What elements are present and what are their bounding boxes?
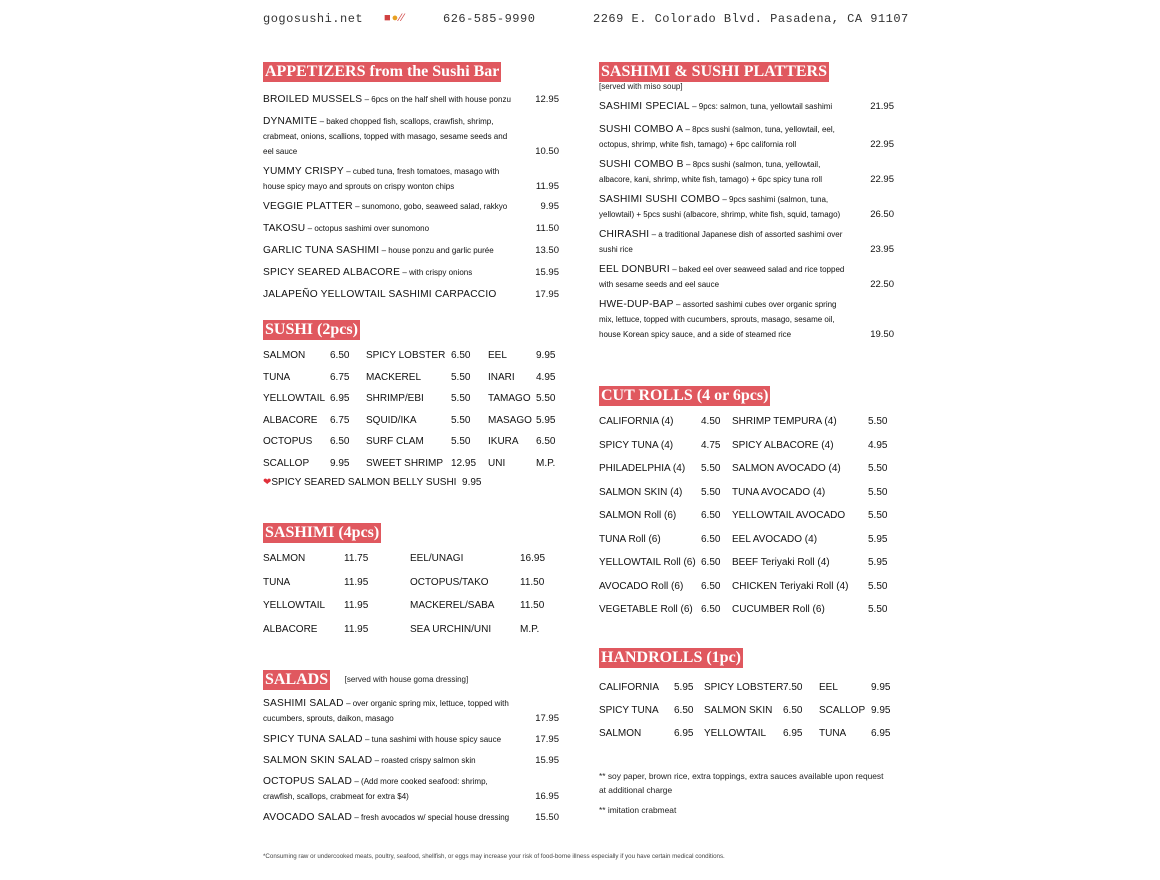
cutroll-name: YELLOWTAIL AVOCADO <box>732 510 846 521</box>
menu-item <box>263 92 559 107</box>
handroll-name: TUNA <box>819 728 847 739</box>
sushi-name: SQUID/IKA <box>366 414 417 426</box>
item-name: VEGGIE PLATTER <box>263 201 353 212</box>
handroll-name: YELLOWTAIL <box>704 728 767 739</box>
item-name: OCTOPUS SALAD <box>263 776 353 787</box>
handroll-price: 6.95 <box>674 728 694 739</box>
platters-title: SASHIMI & SUSHI PLATTERS <box>601 63 827 80</box>
item-description: – cubed tuna, fresh tomatoes, masago with house spicy mayo and sprouts on crispy wonton chips <box>263 167 500 191</box>
item-price: 26.50 <box>870 209 894 220</box>
sushi-name: INARI <box>488 371 515 383</box>
cutroll-name: BEEF Teriyaki Roll (4) <box>732 557 830 568</box>
item-description: – tuna sashimi with house spicy sauce <box>364 735 502 744</box>
platters-note: [served with miso soup] <box>599 82 683 91</box>
special-sushi <box>263 477 559 488</box>
notes <box>599 769 894 817</box>
menu-item <box>263 810 559 825</box>
item-description: – 9pcs: salmon, tuna, yellowtail sashimi <box>692 102 833 111</box>
item-name: SASHIMI SUSHI COMBO <box>599 194 720 205</box>
sushi-name: SURF CLAM <box>366 436 424 448</box>
menu-item <box>263 287 559 302</box>
handroll-price: 5.95 <box>674 682 694 693</box>
sushi-price: 5.50 <box>451 371 471 383</box>
sashimi-name: YELLOWTAIL <box>263 600 326 611</box>
cutroll-price: 5.95 <box>868 533 888 545</box>
item-description: – 8pcs sushi (salmon, tuna, yellowtail, albacore, kani, shrimp, white fish, tamago) + 6pc spicy tuna roll <box>599 160 822 184</box>
sushi-price: 6.95 <box>330 393 350 405</box>
sashimi-price: 11.75 <box>344 553 369 564</box>
sashimi-section <box>263 523 559 637</box>
item-price: 10.50 <box>535 146 559 157</box>
item-name: SASHIMI SALAD <box>263 698 344 709</box>
cutroll-name: TUNA Roll (6) <box>599 533 661 545</box>
menu-item <box>599 227 894 257</box>
item-description: – roasted crispy salmon skin <box>374 756 476 765</box>
cutroll-price: 5.50 <box>701 463 721 474</box>
item-description: – fresh avocados w/ special house dressing <box>354 813 510 822</box>
sushi-price: 5.50 <box>451 436 471 448</box>
special-sushi-name: SPICY SEARED SALMON BELLY SUSHI <box>271 476 457 488</box>
sushi-name: TUNA <box>263 371 291 383</box>
item-price: 17.95 <box>535 734 559 745</box>
cutrolls-title: CUT ROLLS (4 or 6pcs) <box>601 387 769 404</box>
handroll-price: 9.95 <box>871 682 891 693</box>
sushi-name: ALBACORE <box>263 414 318 426</box>
phone-number: 626-585-9990 <box>443 12 536 26</box>
item-name: JALAPEÑO YELLOWTAIL SASHIMI CARPACCIO <box>263 289 497 300</box>
cutroll-name: SPICY ALBACORE (4) <box>732 439 834 451</box>
item-price: 11.95 <box>535 181 559 192</box>
handroll-price: 6.95 <box>871 728 891 739</box>
sushi-price: 5.50 <box>536 393 556 405</box>
item-price: 17.95 <box>535 713 559 724</box>
sashimi-name: OCTOPUS/TAKO <box>410 576 489 588</box>
item-name: TAKOSU <box>263 223 306 234</box>
menu-item <box>599 262 894 292</box>
salads-note: [served with house goma dressing] <box>344 675 469 685</box>
item-description: – (Add more cooked seafood: shrimp, crawfish, scallops, crabmeat for extra $4) <box>263 777 488 801</box>
sashimi-name: TUNA <box>263 576 291 588</box>
sushi-name: MASAGO <box>488 414 532 426</box>
menu-item <box>263 114 559 159</box>
handroll-price: 7.50 <box>783 682 803 693</box>
handroll-name: SPICY LOBSTER <box>704 682 783 693</box>
sushi-name: SHRIMP/EBI <box>366 393 424 405</box>
cutroll-price: 5.95 <box>868 557 888 568</box>
item-price: 13.50 <box>535 245 559 256</box>
cutroll-name: EEL AVOCADO (4) <box>732 533 818 545</box>
item-price: 22.50 <box>870 279 894 290</box>
appetizers-section <box>263 62 559 302</box>
sushi-price: 5.50 <box>451 393 471 405</box>
item-name: SUSHI COMBO A <box>599 124 684 135</box>
sashimi-price: 11.95 <box>344 576 369 588</box>
sushi-price: 6.50 <box>330 436 350 448</box>
menu-item <box>263 753 559 768</box>
cutroll-name: CHICKEN Teriyaki Roll (4) <box>732 580 849 592</box>
sushi-name: MACKEREL <box>366 371 422 383</box>
menu-item <box>599 122 894 152</box>
item-description: – over organic spring mix, lettuce, topped with cucumbers, sprouts, daikon, masago <box>263 699 509 723</box>
item-name: SUSHI COMBO B <box>599 159 684 170</box>
item-price: 16.95 <box>535 791 559 802</box>
menu-item <box>263 732 559 747</box>
item-name: BROILED MUSSELS <box>263 94 363 105</box>
handroll-name: SALMON SKIN <box>704 705 773 716</box>
sushi-name: IKURA <box>488 436 519 448</box>
sushi-name: SCALLOP <box>263 457 310 469</box>
cutroll-name: CUCUMBER Roll (6) <box>732 604 825 615</box>
sashimi-name: SEA URCHIN/UNI <box>410 623 492 635</box>
appetizers-title: APPETIZERS from the Sushi Bar <box>265 63 500 80</box>
handroll-price: 6.95 <box>783 728 803 739</box>
cutroll-price: 6.50 <box>701 580 721 592</box>
menu-item <box>263 696 559 726</box>
sushi-name: SPICY LOBSTER <box>366 350 446 361</box>
cutroll-name: CALIFORNIA (4) <box>599 416 674 427</box>
item-price: 21.95 <box>870 101 894 112</box>
item-price: 22.95 <box>870 174 894 185</box>
sashimi-title: SASHIMI (4pcs) <box>265 524 380 541</box>
sushi-price: 6.75 <box>330 371 350 383</box>
sushi-price: 6.75 <box>330 414 350 426</box>
sushi-price: 12.95 <box>451 457 477 469</box>
item-name: AVOCADO SALAD <box>263 812 353 823</box>
sushi-section <box>263 320 559 488</box>
sashimi-name: ALBACORE <box>263 623 318 635</box>
cutroll-name: PHILADELPHIA (4) <box>599 463 686 474</box>
item-name: SASHIMI SPECIAL <box>599 101 690 112</box>
menu-item <box>599 297 894 342</box>
sushi-name: SALMON <box>263 350 306 361</box>
handroll-price: 6.50 <box>674 705 694 716</box>
cutroll-price: 4.50 <box>701 416 721 427</box>
item-price: 11.50 <box>535 223 559 234</box>
cutroll-name: AVOCADO Roll (6) <box>599 580 684 592</box>
platters-section <box>599 62 894 342</box>
sashimi-price: 11.50 <box>520 600 545 611</box>
cutroll-price: 5.50 <box>868 486 888 498</box>
health-disclaimer: *Consuming raw or undercooked meats, poultry, seafood, shellfish, or eggs may increase your risk of food-borne illness especially if you have certain medical conditions. <box>263 853 725 860</box>
item-name: DYNAMITE <box>263 116 318 127</box>
handrolls-section <box>599 648 894 817</box>
item-description: – 6pcs on the half shell with house ponzu <box>364 95 511 104</box>
cutroll-name: SALMON Roll (6) <box>599 510 677 521</box>
cutroll-name: TUNA AVOCADO (4) <box>732 486 826 498</box>
handroll-name: SCALLOP <box>819 705 866 716</box>
cutroll-price: 4.75 <box>701 439 721 451</box>
item-description: – assorted sashimi cubes over organic spring mix, lettuce, topped with cucumbers, sprouts, masago, sesame oil, house Korean spicy sauce, and a side of steamed rice <box>599 300 837 339</box>
heart-icon: ❤ <box>263 476 272 488</box>
handroll-name: CALIFORNIA <box>599 682 660 693</box>
cutroll-name: SPICY TUNA (4) <box>599 439 674 451</box>
item-description: – sunomono, gobo, seaweed salad, rakkyo <box>355 202 508 211</box>
handrolls-title: HANDROLLS (1pc) <box>601 649 742 666</box>
menu-item <box>263 199 559 214</box>
item-name: CHIRASHI <box>599 229 650 240</box>
cutroll-name: SALMON SKIN (4) <box>599 486 683 498</box>
cutrolls-section <box>599 386 894 617</box>
sushi-price: 9.95 <box>536 350 556 361</box>
item-name: EEL DONBURI <box>599 264 670 275</box>
item-name: YUMMY CRISPY <box>263 166 344 177</box>
special-sushi-price: 9.95 <box>462 476 482 488</box>
sushi-name: SWEET SHRIMP <box>366 457 444 469</box>
sushi-name: TAMAGO <box>488 393 531 405</box>
sashimi-price: 11.50 <box>520 576 545 588</box>
item-name: SPICY SEARED ALBACORE <box>263 267 401 278</box>
item-price: 12.95 <box>535 94 559 105</box>
sashimi-name: SALMON <box>263 553 306 564</box>
menu-item <box>263 265 559 280</box>
item-price: 22.95 <box>870 139 894 150</box>
dumpling-icon: ● <box>391 12 400 24</box>
item-price: 17.95 <box>535 289 559 300</box>
sushi-title: SUSHI (2pcs) <box>265 321 358 338</box>
sushi-price: M.P. <box>536 457 556 469</box>
cutroll-name: YELLOWTAIL Roll (6) <box>599 557 696 568</box>
item-description: – baked chopped fish, scallops, crawfish, shrimp, crabmeat, onions, scallions, topped with masago, sesame seeds and eel sauce <box>263 117 508 156</box>
sushi-name: YELLOWTAIL <box>263 393 326 405</box>
cutroll-price: 6.50 <box>701 510 721 521</box>
item-name: GARLIC TUNA SASHIMI <box>263 245 380 256</box>
handroll-name: SALMON <box>599 728 642 739</box>
note-imitation-crab: ** imitation crabmeat <box>599 805 677 815</box>
address: 2269 E. Colorado Blvd. Pasadena, CA 91107 <box>593 12 909 26</box>
sushi-price: 4.95 <box>536 371 556 383</box>
sashimi-price: 11.95 <box>344 600 369 611</box>
item-description: – house ponzu and garlic purée <box>381 246 494 255</box>
item-price: 9.95 <box>540 201 559 212</box>
chopsticks-icon: ⁄⁄ <box>399 12 405 24</box>
sushi-price: 5.50 <box>451 414 471 426</box>
item-description: – baked eel over seaweed salad and rice topped with sesame seeds and eel sauce <box>599 265 845 289</box>
sashimi-name: EEL/UNAGI <box>410 553 464 564</box>
handroll-name: EEL <box>819 682 838 693</box>
menu-item <box>599 99 894 114</box>
item-price: 15.50 <box>535 812 559 823</box>
cutroll-price: 5.50 <box>868 510 888 521</box>
sushi-price: 6.50 <box>536 436 556 448</box>
sushi-price: 5.95 <box>536 414 556 426</box>
item-name: HWE-DUP-BAP <box>599 299 674 310</box>
item-description: – with crispy onions <box>402 268 473 277</box>
cutroll-price: 5.50 <box>868 416 888 427</box>
item-description: – octopus sashimi over sunomono <box>307 224 430 233</box>
cutroll-price: 5.50 <box>868 580 888 592</box>
salads-title: SALADS <box>265 671 329 688</box>
cutroll-name: SHRIMP TEMPURA (4) <box>732 416 837 427</box>
cutroll-price: 6.50 <box>701 604 721 615</box>
sushi-price: 6.50 <box>330 350 350 361</box>
menu-item <box>263 243 559 258</box>
handroll-price: 9.95 <box>871 705 891 716</box>
cutroll-name: SALMON AVOCADO (4) <box>732 463 841 474</box>
sushi-name: OCTOPUS <box>263 436 313 448</box>
sashimi-price: 11.95 <box>344 623 369 635</box>
item-description: – 9pcs sashimi (salmon, tuna, yellowtail) + 5pcs sushi (albacore, shrimp, white fish, squid, tamago) <box>599 195 841 219</box>
cutroll-price: 6.50 <box>701 557 721 568</box>
item-description: – 8pcs sushi (salmon, tuna, yellowtail, eel, octopus, shrimp, white fish, tamago) + 6pc california roll <box>599 125 835 149</box>
item-price: 15.95 <box>535 755 559 766</box>
handroll-price: 6.50 <box>783 705 803 716</box>
sushi-name: EEL <box>488 350 507 361</box>
menu-item <box>263 164 559 194</box>
food-icons <box>384 12 405 24</box>
sashimi-name: MACKEREL/SABA <box>410 600 495 611</box>
sushi-icon: ■ <box>384 12 392 24</box>
cutroll-name: VEGETABLE Roll (6) <box>599 604 693 615</box>
cutroll-price: 5.50 <box>868 604 888 615</box>
website-url: gogosushi.net <box>263 12 364 26</box>
sashimi-price: 16.95 <box>520 553 546 564</box>
item-description: – a traditional Japanese dish of assorted sashimi over sushi rice <box>599 230 843 254</box>
menu-item <box>599 157 894 187</box>
cutroll-price: 6.50 <box>701 533 721 545</box>
item-name: SPICY TUNA SALAD <box>263 734 363 745</box>
menu-item <box>263 221 559 236</box>
sushi-name: UNI <box>488 457 506 469</box>
sushi-price: 6.50 <box>451 350 471 361</box>
cutroll-price: 5.50 <box>868 463 888 474</box>
menu-item <box>599 192 894 222</box>
item-price: 23.95 <box>870 244 894 255</box>
cutroll-price: 4.95 <box>868 439 888 451</box>
item-name: SALMON SKIN SALAD <box>263 755 373 766</box>
note-extras: ** soy paper, brown rice, extra toppings, extra sauces available upon request at additional charge <box>599 771 884 795</box>
handroll-name: SPICY TUNA <box>599 705 659 716</box>
menu-item <box>263 774 559 804</box>
sashimi-price: M.P. <box>520 623 540 635</box>
sushi-price: 9.95 <box>330 457 350 469</box>
item-price: 15.95 <box>535 267 559 278</box>
salads-section <box>263 670 559 825</box>
cutroll-price: 5.50 <box>701 486 721 498</box>
item-price: 19.50 <box>870 329 894 340</box>
